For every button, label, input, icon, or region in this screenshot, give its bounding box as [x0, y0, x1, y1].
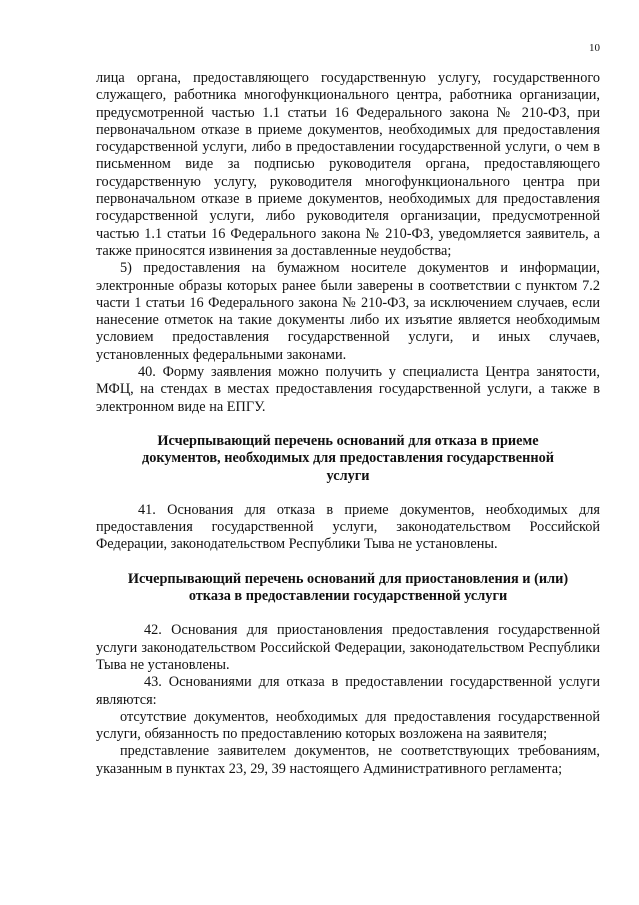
refusal-ground-noncompliant-documents: представление заявителем документов, не соответствующих требованиям, указанным в пунктах 23, 29, 39 настоящего Административного регламента;: [96, 743, 600, 777]
section-heading-suspension-refusal: Исчерпывающий перечень оснований для приостановления и (или) отказа в предоставлении государственной услуги: [127, 570, 569, 605]
paragraph-43: 43. Основаниями для отказа в предоставлении государственной услуги являются:: [96, 674, 600, 708]
paragraph-item-5: 5) предоставления на бумажном носителе документов и информации, электронные образы которых ранее были заверены в соответствии с пунктом 7.2 части 1 статьи 16 Федерального закона № 210-ФЗ, за исключением случаев, если нанесение отметок на такие документы либо их изъятие является необходимым условием предоставления государственной услуги, и иных случаев, установленных федеральными законами.: [96, 260, 600, 363]
paragraph-40: 40. Форму заявления можно получить у специалиста Центра занятости, МФЦ, на стендах в местах предоставления государственной услуги, а также в электронном виде на ЕПГУ.: [96, 364, 600, 415]
paragraph-41: 41. Основания для отказа в приеме документов, необходимых для предоставления государственной услуги, законодательством Российской Федерации, законодательством Республики Тыва не установлены.: [96, 501, 600, 553]
paragraph-42: 42. Основания для приостановления предоставления государственной услуги законодательством Российской Федерации, законодательством Республики Тыва не установлены.: [96, 622, 600, 673]
page-number: 10: [589, 42, 600, 54]
paragraph-continuation: лица органа, предоставляющего государственную услугу, государственного служащего, работника многофункционального центра, работника организации, предусмотренной частью 1.1 статьи 16 Федерального закона № 210-ФЗ, при первоначальном отказе в приеме документов, необходимых для предоставления государственной услуги, либо в предоставлении государственной услуги, о чем в письменном виде за подписью руководителя органа, предоставляющего государственную услугу, руководителя многофункционального центра при первоначальном отказе в приеме документов, необходимых для предоставления государственной услуги, либо руководителя организации, предусмотренной частью 1.1 статьи 16 Федерального закона № 210-ФЗ, уведомляется заявитель, а также приносятся извинения за доставленные неудобства;: [96, 70, 600, 259]
document-body: [96, 70, 600, 778]
section-heading-refusal-documents: Исчерпывающий перечень оснований для отказа в приеме документов, необходимых для предоставления государственной услуги: [142, 432, 554, 484]
refusal-ground-missing-documents: отсутствие документов, необходимых для предоставления государственной услуги, обязанность по предоставлению которых возложена на заявителя;: [96, 708, 600, 743]
